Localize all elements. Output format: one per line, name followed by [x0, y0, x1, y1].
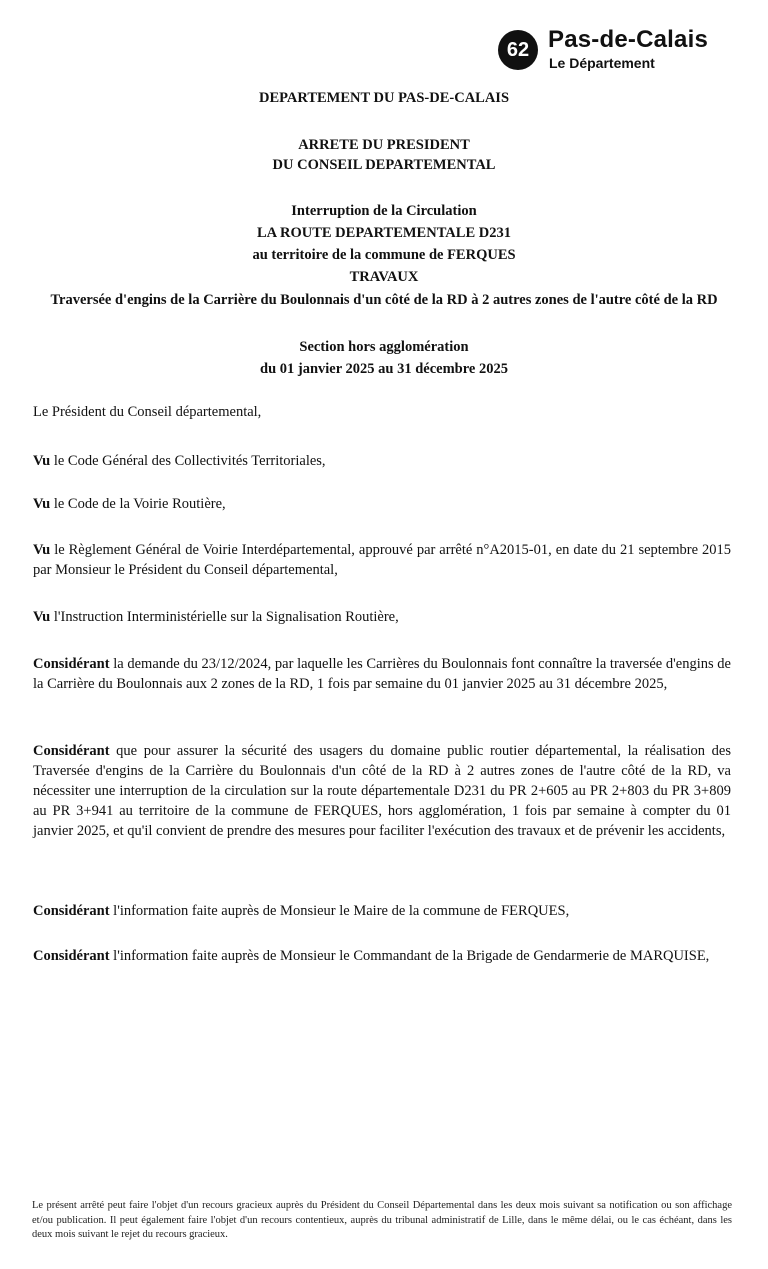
- logo-number-badge: 62: [498, 30, 538, 70]
- considerant-label: Considérant: [33, 656, 110, 672]
- considerant-paragraph-4: [33, 946, 731, 966]
- considerant-text: l'information faite auprès de Monsieur le Commandant de la Brigade de Gendarmerie de MARQUISE,: [109, 948, 710, 964]
- arrete-title-line1: ARRETE DU PRESIDENT: [298, 137, 470, 153]
- considerant-text: que pour assurer la sécurité des usagers du domaine public routier départemental, la réalisation des Traversée d'engins de la Carrière du Boulonnais d'un côté de la RD à 2 autres zones de l'autre côté de la RD, va nécessiter une interruption de la circulation sur la route départementale D231 du PR 2+605 au PR 2+803 du PR 3+809 au PR 3+941 au territoire de la commune de FERQUES, hors agglomération, 1 fois par semaine à compter du 01 janvier 2025, et qu'il convient de prendre des mesures pour faciliter l'exécution des travaux et de prévenir les accidents,: [33, 743, 731, 839]
- considerant-paragraph-1: [33, 654, 731, 694]
- object-line-4: TRAVAUX: [349, 269, 419, 285]
- considerant-label: Considérant: [33, 903, 110, 919]
- vu-text: le Code Général des Collectivités Territoriales,: [50, 453, 326, 469]
- vu-paragraph-3: [33, 540, 731, 580]
- vu-label: Vu: [33, 609, 51, 625]
- vu-text: l'Instruction Interministérielle sur la Signalisation Routière,: [50, 609, 399, 625]
- vu-paragraph-1: [33, 451, 731, 471]
- considerant-paragraph-3: [33, 901, 731, 921]
- object-line-3: au territoire de la commune de FERQUES: [252, 247, 516, 263]
- vu-text: le Règlement Général de Voirie Interdépartemental, approuvé par arrêté n°A2015-01, en date du 21 septembre 2015 par Monsieur le Président du Conseil départemental,: [33, 542, 731, 578]
- logo-subtitle: Le Département: [549, 55, 655, 71]
- object-line-6: Section hors agglomération: [299, 339, 469, 355]
- considerant-text: la demande du 23/12/2024, par laquelle les Carrières du Boulonnais font connaître la traversée d'engins de la Carrière du Boulonnais aux 2 zones de la RD, 1 fois par semaine du 01 janvier 2025 au 31 décembre 2025,: [33, 656, 731, 692]
- vu-paragraph-4: [33, 607, 731, 627]
- considerant-label: Considérant: [33, 743, 110, 759]
- vu-paragraph-2: [33, 494, 731, 514]
- considerant-label: Considérant: [33, 948, 110, 964]
- object-line-1: Interruption de la Circulation: [291, 203, 477, 219]
- vu-label: Vu: [33, 542, 51, 558]
- department-heading: DEPARTEMENT DU PAS-DE-CALAIS: [258, 90, 510, 106]
- department-logo: [498, 26, 728, 76]
- object-line-2: LA ROUTE DEPARTEMENTALE D231: [257, 225, 511, 241]
- arrete-title-line2: DU CONSEIL DEPARTEMENTAL: [272, 157, 496, 173]
- considerant-paragraph-2: [33, 741, 731, 841]
- vu-text: le Code de la Voirie Routière,: [50, 496, 226, 512]
- vu-label: Vu: [33, 496, 51, 512]
- logo-name: Pas-de-Calais: [548, 26, 709, 53]
- object-line-5: Traversée d'engins de la Carrière du Boulonnais d'un côté de la RD à 2 autres zones de l'autre côté de la RD: [50, 292, 718, 308]
- considerant-text: l'information faite auprès de Monsieur le Maire de la commune de FERQUES,: [109, 903, 570, 919]
- object-line-7: du 01 janvier 2025 au 31 décembre 2025: [260, 361, 508, 377]
- intro-paragraph: Le Président du Conseil départemental,: [33, 404, 262, 420]
- legal-footer-notice: Le présent arrêté peut faire l'objet d'un recours gracieux auprès du Président du Conseil Départemental dans les deux mois suivant sa notification ou son affichage et/ou publication. Il peut également faire l'objet d'un recours contentieux, auprès du tribunal administratif de Lille, dans le même délai, ou le cas échéant, dans les deux mois suivant le rejet du recours gracieux.: [32, 1200, 732, 1240]
- vu-label: Vu: [33, 453, 51, 469]
